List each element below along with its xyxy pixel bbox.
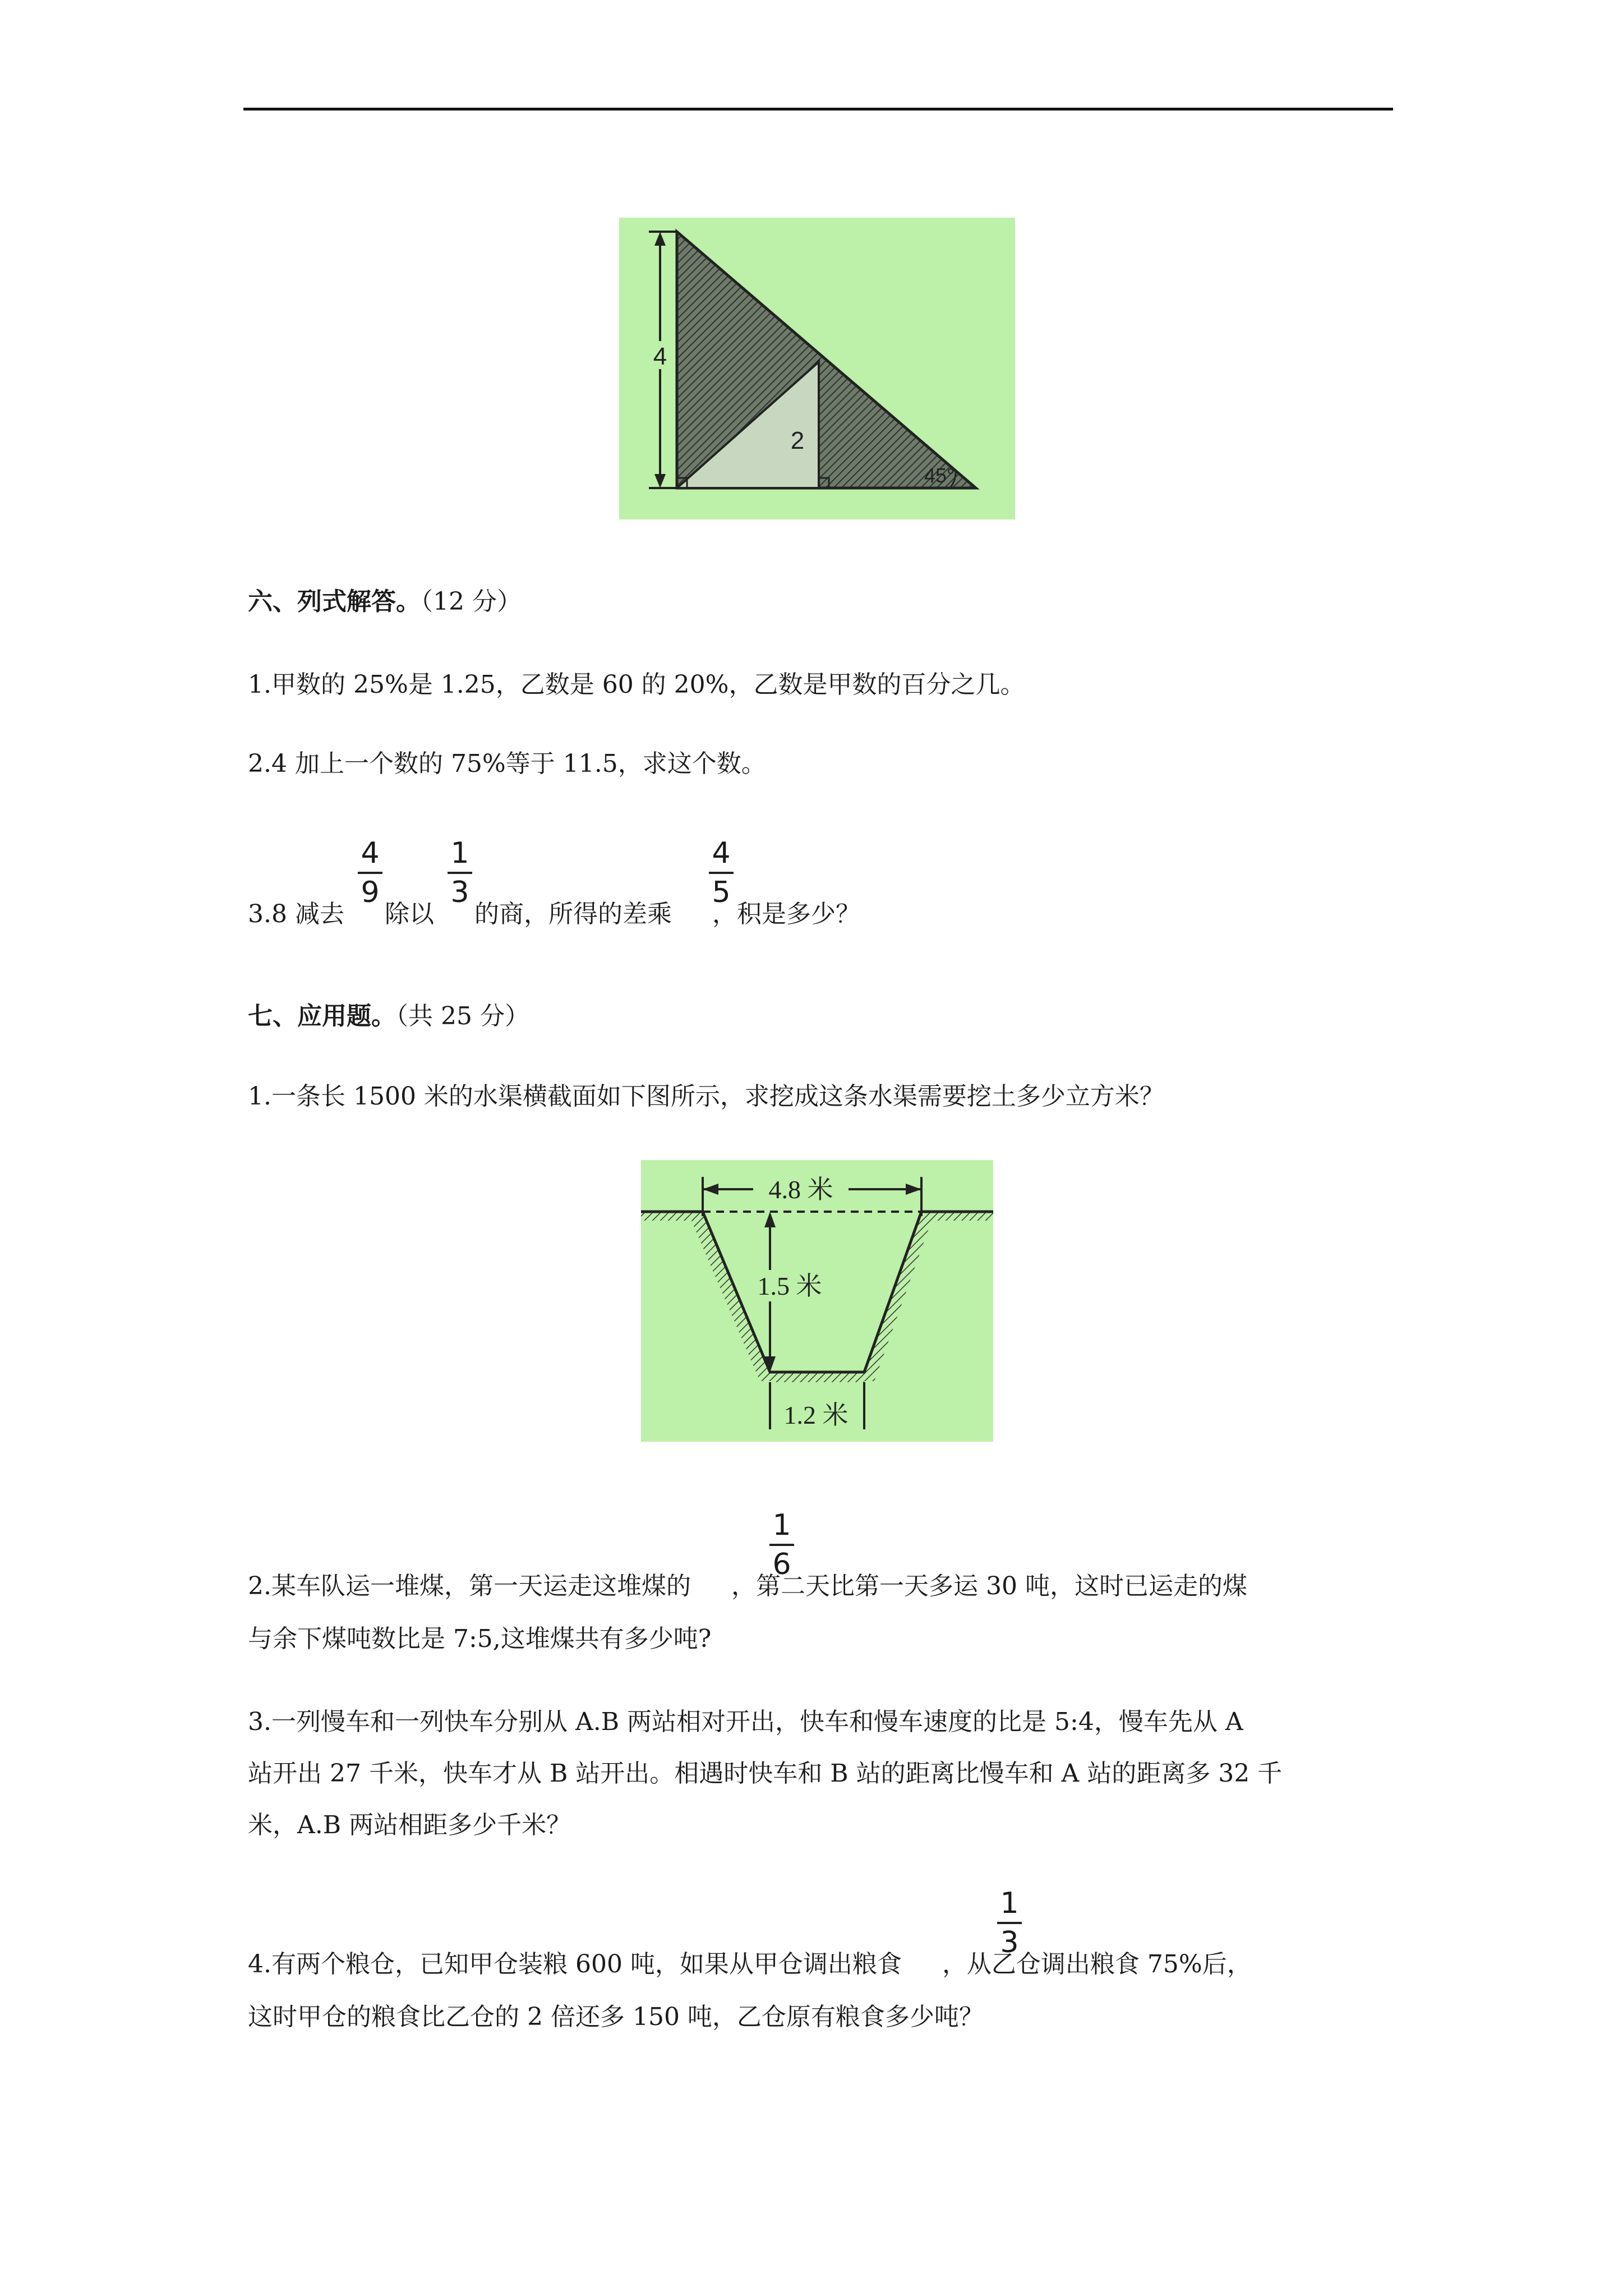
q3-text: ，积是多少？ — [712, 900, 860, 928]
section7-q4-line1 — [248, 1948, 1252, 1981]
fraction-denominator: 5 — [712, 876, 731, 909]
section7-q3-line1: 3.一列慢车和一列快车分别从 A.B 两站相对开出，快车和慢车速度的比是 5:4，慢车先从 A — [248, 1708, 1243, 1736]
q3-text: 除以 — [384, 900, 434, 928]
q2-text: ，第二天比第一天多运 30 吨，这时已运走的煤 — [731, 1572, 1247, 1600]
fraction-1-6 — [765, 1509, 799, 1581]
bottom-hatch — [770, 1372, 864, 1382]
header-rule — [243, 108, 1393, 111]
fraction-numerator: 1 — [1000, 1887, 1019, 1920]
section6-q1: 1.甲数的 25%是 1.25，乙数是 60 的 20%，乙数是甲数的百分之几。 — [248, 670, 1025, 699]
bottom-width-label: 1.2 米 — [783, 1401, 849, 1429]
top-width-label: 4.8 米 — [768, 1175, 833, 1204]
q4-text: ，从乙仓调出粮食 75%后， — [942, 1950, 1252, 1978]
fraction-4-5 — [704, 837, 738, 909]
q3-text: 的商，所得的差乘 — [474, 900, 672, 928]
section6-title: 六、列式解答。 — [248, 587, 421, 616]
fraction-numerator: 4 — [712, 836, 731, 870]
fraction-denominator: 9 — [361, 876, 380, 909]
fraction-denominator: 3 — [1000, 1926, 1019, 1959]
section7-q2-line1 — [248, 1570, 1247, 1603]
section7-title: 七、应用题。 — [248, 1002, 396, 1030]
section6-q3 — [248, 898, 860, 931]
fraction-4-9 — [353, 837, 387, 909]
section6-q2: 2.4 加上一个数的 75%等于 11.5，求这个数。 — [248, 749, 766, 778]
fraction-denominator: 6 — [772, 1548, 791, 1581]
fraction-numerator: 1 — [450, 836, 469, 870]
section7-points: （共 25 分） — [396, 1002, 529, 1030]
height-label: 1.5 米 — [757, 1272, 822, 1300]
section7-q2-line2: 与余下煤吨数比是 7:5,这堆煤共有多少吨? — [248, 1625, 712, 1653]
section6-heading — [248, 585, 522, 619]
q3-text: 3.8 减去 — [248, 900, 344, 928]
section7-q4-line2: 这时甲仓的粮食比乙仓的 2 倍还多 150 吨，乙仓原有粮食多少吨？ — [248, 2003, 984, 2031]
section7-heading — [248, 1000, 529, 1033]
q2-text: 2.某车队运一堆煤，第一天运走这堆煤的 — [248, 1572, 691, 1600]
fraction-1-3 — [443, 837, 477, 909]
fraction-denominator: 3 — [450, 876, 469, 909]
section6-points: （12 分） — [421, 587, 522, 616]
inner-height-label: 2 — [790, 427, 805, 454]
fraction-numerator: 4 — [361, 836, 380, 870]
section7-q3-line2: 站开出 27 千米，快车才从 B 站开出。相遇时快车和 B 站的距离比慢车和 A 站的距离多 32 千 — [248, 1759, 1283, 1788]
q4-text: 4.有两个粮仓，已知甲仓装粮 600 吨，如果从甲仓调出粮食 — [248, 1950, 902, 1978]
canal-figure — [641, 1160, 993, 1442]
section7-q1: 1.一条长 1500 米的水渠横截面如下图所示，求挖成这条水渠需要挖土多少立方米？ — [248, 1082, 1164, 1111]
fraction-1-3 — [993, 1887, 1026, 1959]
angle-label: 45° — [924, 464, 955, 487]
fraction-numerator: 1 — [772, 1508, 791, 1542]
triangle-figure — [619, 218, 1015, 519]
section7-q3-line3: 米，A.B 两站相距多少千米？ — [248, 1811, 571, 1839]
height-label: 4 — [653, 343, 667, 370]
